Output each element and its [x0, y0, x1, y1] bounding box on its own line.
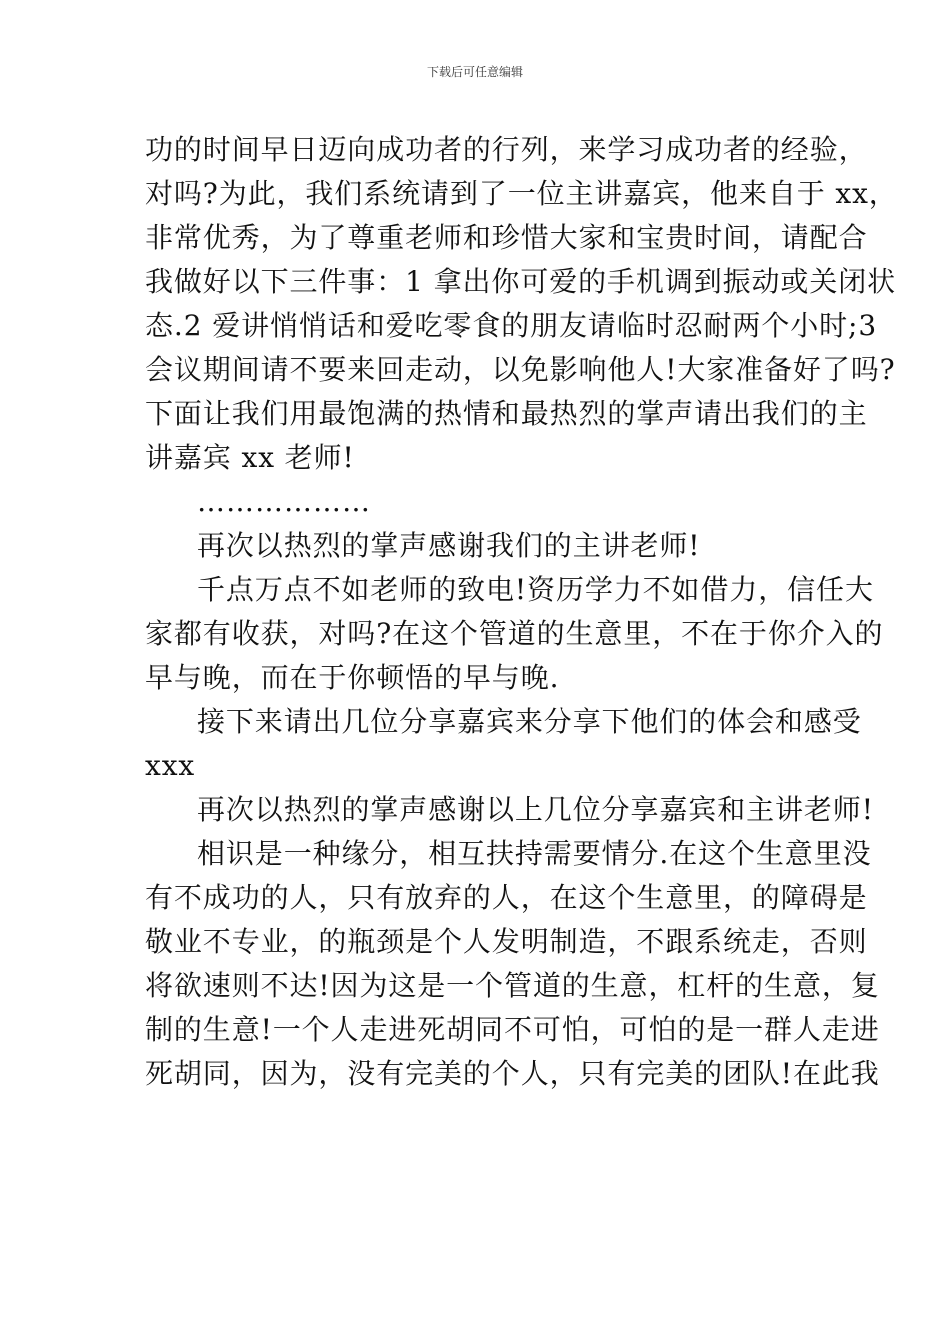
text-line: 功的时间早日迈向成功者的行列，来学习成功者的经验， [145, 133, 868, 166]
text-line: 将欲速则不达!因为这是一个管道的生意，杠杆的生意，复 [145, 969, 880, 1002]
text-line: 敬业不专业，的瓶颈是个人发明制造，不跟系统走，否则 [145, 925, 868, 958]
text-line: 千点万点不如老师的致电!资历学力不如借力，信任大 [197, 573, 874, 606]
text-line: 讲嘉宾 xx 老师! [145, 441, 355, 474]
text-line: 制的生意!一个人走进死胡同不可怕，可怕的是一群人走进 [145, 1013, 880, 1046]
text-line: 对吗?为此，我们系统请到了一位主讲嘉宾，他来自于 xx， [145, 177, 898, 210]
text-line: xxx [145, 749, 196, 782]
page-header: 下载后可任意编辑 [426, 65, 523, 79]
text-line: 死胡同，因为，没有完美的个人，只有完美的团队!在此我 [145, 1057, 880, 1090]
text-line: 我做好以下三件事：1 拿出你可爱的手机调到振动或关闭状 [145, 265, 897, 298]
text-line: 会议期间请不要来回走动，以免影响他人!大家准备好了吗? [145, 353, 896, 386]
text-line: 下面让我们用最饱满的热情和最热烈的掌声请出我们的主 [145, 397, 868, 430]
text-line: 相识是一种缘分，相互扶持需要情分.在这个生意里没 [197, 837, 872, 870]
document-body [145, 128, 898, 1096]
text-line: 接下来请出几位分享嘉宾来分享下他们的体会和感受 [197, 705, 862, 738]
text-line: 有不成功的人，只有放弃的人，在这个生意里，的障碍是 [145, 881, 868, 914]
text-line: 再次以热烈的掌声感谢我们的主讲老师! [197, 529, 701, 562]
text-line: 再次以热烈的掌声感谢以上几位分享嘉宾和主讲老师! [197, 793, 874, 826]
ellipsis-separator: ……………… [197, 485, 371, 518]
text-line: 家都有收获，对吗?在这个管道的生意里，不在于你介入的 [145, 617, 884, 650]
text-line: 态.2 爱讲悄悄话和爱吃零食的朋友请临时忍耐两个小时;3 [145, 309, 878, 342]
text-line: 非常优秀，为了尊重老师和珍惜大家和宝贵时间，请配合 [145, 221, 868, 254]
text-line: 早与晚，而在于你顿悟的早与晚. [145, 661, 560, 694]
